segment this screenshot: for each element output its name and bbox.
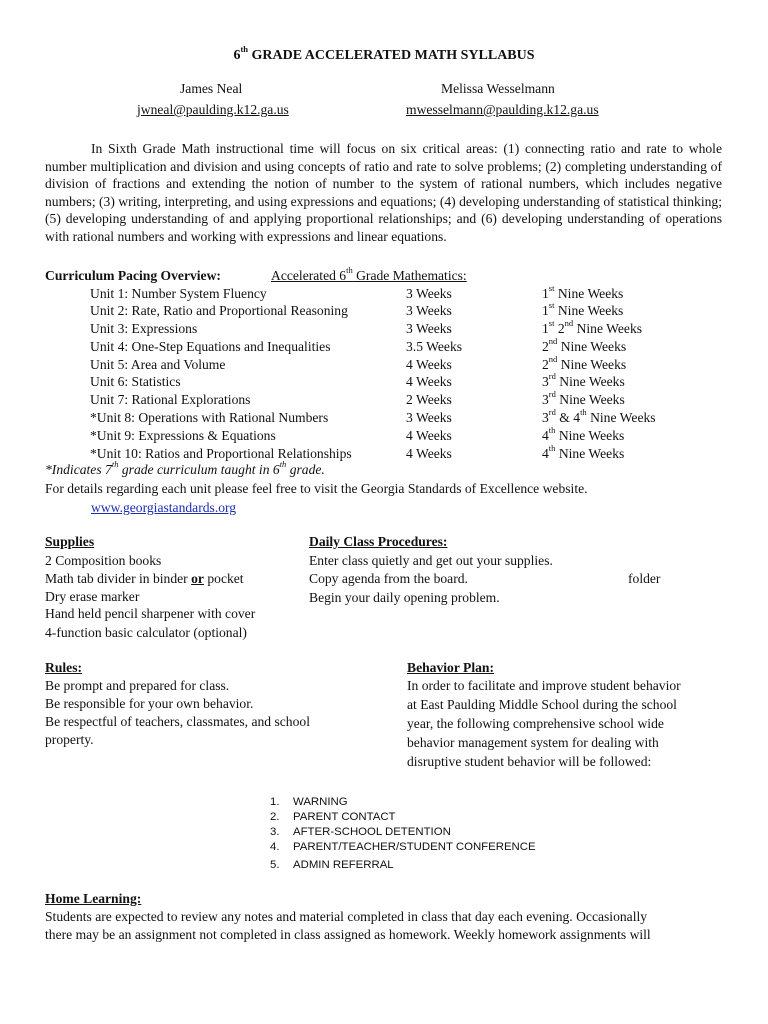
teacher-name-2: Melissa Wesselmann [441,81,555,96]
home-learning-text: Students are expected to review any notes and material completed in class that day each evening. Occasionally [45,909,648,924]
supply-item-binder: Math tab divider in binder or pocket [45,571,244,586]
unit-name: *Unit 10: Ratios and Proportional Relationships [90,446,352,461]
unit-duration: 3 Weeks [406,303,452,318]
unit-duration: 4 Weeks [406,446,452,461]
procedure-item: Copy agenda from the board. [309,571,468,586]
unit-name: Unit 5: Area and Volume [90,357,226,372]
behavior-text: at East Paulding Middle School during the school [407,697,677,712]
unit-duration: 3 Weeks [406,286,452,301]
intro-paragraph: In Sixth Grade Math instructional time will focus on six critical areas: (1) connecting ratio and rate to whole number multiplication and division and using concepts of ratio and rate to solve problems; (2) completing understanding of division of fractions and extending the notion of number to the system of rational numbers, which includes negative numbers; (3) writing, interpreting, and using expressions and equations; (4) developing understanding of statistical thinking; (5) developing understanding of and applying proportional relationships; and (6) developing understanding of operations with rational numbers and working with expressions and linear equations. [45,141,722,244]
unit-nine-weeks: 3rd Nine Weeks [542,389,625,407]
unit-name: Unit 4: One-Step Equations and Inequalities [90,339,331,354]
procedures-heading: Daily Class Procedures: [309,534,448,549]
behavior-text: In order to facilitate and improve student behavior [407,678,681,693]
rules-heading: Rules: [45,660,83,675]
page-title: 6th GRADE ACCELERATED MATH SYLLABUS [233,44,535,63]
behavior-step: 1. WARNING [270,796,348,808]
pacing-row [0,320,768,338]
unit-name: *Unit 8: Operations with Rational Numbers [90,410,329,425]
unit-name: Unit 7: Rational Explorations [90,392,251,407]
teacher-email-1[interactable]: jwneal@paulding.k12.ga.us [137,102,289,117]
rule-item: property. [45,732,94,747]
unit-nine-weeks: 4th Nine Weeks [542,425,625,443]
unit-duration: 4 Weeks [406,428,452,443]
teacher-name-1: James Neal [180,81,243,96]
supply-item: 2 Composition books [45,553,162,568]
behavior-step: 5. ADMIN REFERRAL [270,859,394,871]
unit-nine-weeks: 2nd Nine Weeks [542,354,627,372]
unit-nine-weeks: 2nd Nine Weeks [542,336,627,354]
unit-name: Unit 1: Number System Fluency [90,286,267,301]
unit-nine-weeks: 1st Nine Weeks [542,283,624,301]
unit-nine-weeks: 3rd Nine Weeks [542,371,625,389]
behavior-text: year, the following comprehensive school wide [407,716,664,731]
unit-duration: 4 Weeks [406,357,452,372]
behavior-step: 2. PARENT CONTACT [270,811,396,823]
behavior-text: behavior management system for dealing with [407,735,659,750]
behavior-text: disruptive student behavior will be followed: [407,754,652,769]
unit-nine-weeks: 3rd & 4th Nine Weeks [542,407,656,425]
teacher-email-2[interactable]: mwesselmann@paulding.k12.ga.us [406,102,599,117]
unit-name: *Unit 9: Expressions & Equations [90,428,276,443]
pacing-heading: Curriculum Pacing Overview: [45,268,221,283]
rule-item: Be responsible for your own behavior. [45,696,254,711]
pacing-row [0,338,768,356]
pacing-row [0,391,768,409]
unit-name: Unit 3: Expressions [90,321,198,336]
unit-name: Unit 2: Rate, Ratio and Proportional Reasoning [90,303,348,318]
pacing-row [0,285,768,303]
procedure-item: Begin your daily opening problem. [309,590,500,605]
rule-item: Be respectful of teachers, classmates, and school [45,714,310,729]
unit-duration: 3.5 Weeks [406,339,463,354]
behavior-step: 3. AFTER-SCHOOL DETENTION [270,826,451,838]
pacing-row [0,427,768,445]
unit-name: Unit 6: Statistics [90,374,181,389]
supply-item: 4-function basic calculator (optional) [45,625,247,640]
pacing-row [0,302,768,320]
supply-item: Hand held pencil sharpener with cover [45,606,256,621]
unit-duration: 3 Weeks [406,410,452,425]
behavior-step: 4. PARENT/TEACHER/STUDENT CONFERENCE [270,841,536,853]
behavior-heading: Behavior Plan: [407,660,494,675]
home-learning-text: there may be an assignment not completed in class assigned as homework. Weekly homework assignments will [45,927,651,942]
procedure-item: Enter class quietly and get out your supplies. [309,553,553,568]
unit-nine-weeks: 1st Nine Weeks [542,300,624,318]
details-text: For details regarding each unit please feel free to visit the Georgia Standards of Excellence website. [45,481,588,496]
unit-duration: 2 Weeks [406,392,452,407]
georgia-standards-link[interactable]: www.georgiastandards.org [91,500,237,515]
supply-item: Dry erase marker [45,589,140,604]
supply-item-folder: folder [628,571,661,586]
unit-nine-weeks: 4th Nine Weeks [542,443,625,461]
pacing-footnote: *Indicates 7th grade curriculum taught in 6th grade. [45,459,325,477]
unit-nine-weeks: 1st 2nd Nine Weeks [542,318,643,336]
unit-duration: 4 Weeks [406,374,452,389]
supplies-heading: Supplies [45,534,95,549]
pacing-row [0,356,768,374]
rule-item: Be prompt and prepared for class. [45,678,230,693]
unit-duration: 3 Weeks [406,321,452,336]
pacing-subheading: Accelerated 6th Grade Mathematics: [271,265,467,283]
pacing-row [0,373,768,391]
pacing-row [0,409,768,427]
home-learning-heading: Home Learning: [45,891,142,906]
